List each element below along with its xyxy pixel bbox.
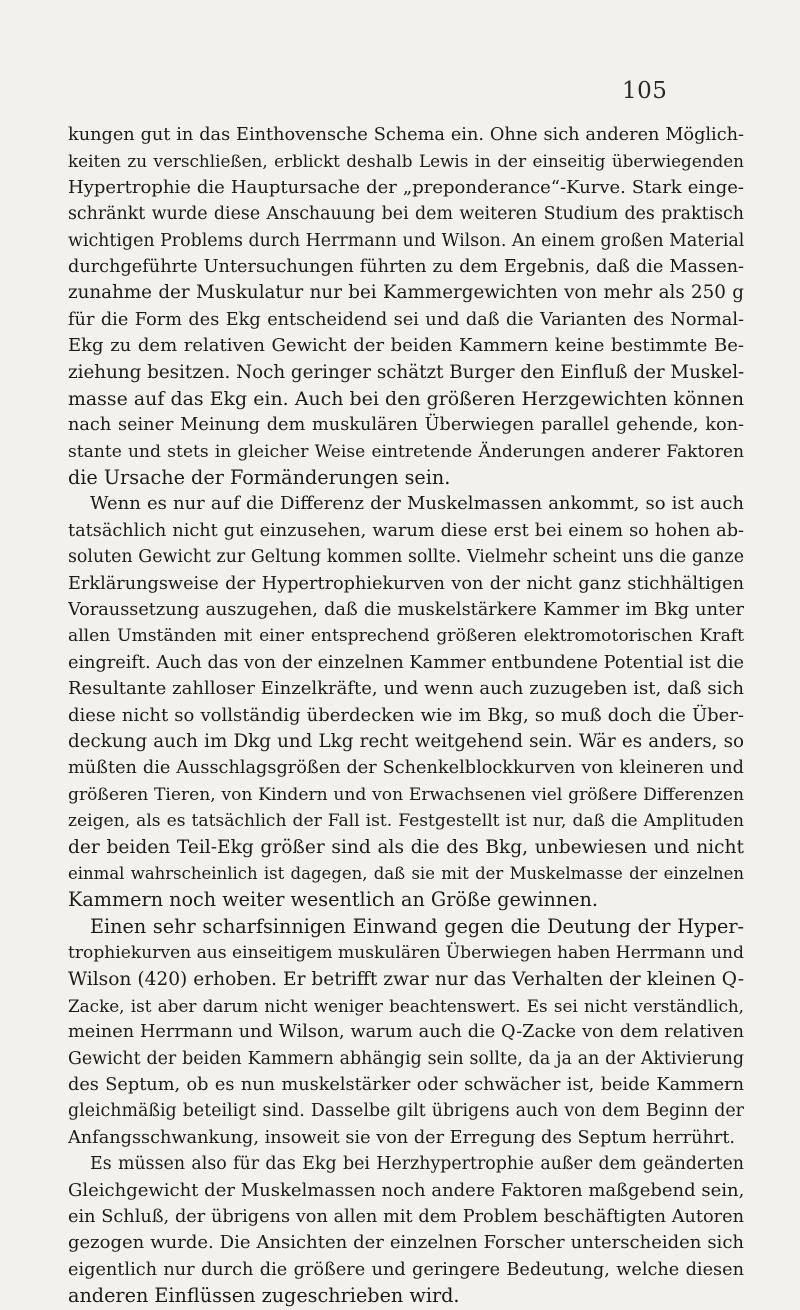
text-line: ziehung besitzen. Noch geringer schätzt Burger den Einfluß der Muskel- bbox=[68, 361, 744, 383]
text-line: keiten zu verschließen, erblickt deshalb Lewis in der einseitig überwiegenden bbox=[68, 151, 744, 172]
text-line: der beiden Teil-Ekg größer sind als die des Bkg, unbewiesen und nicht bbox=[68, 836, 744, 858]
text-line: nach seiner Meinung dem muskulären Überwiegen parallel gehende, kon- bbox=[68, 415, 744, 436]
text-line: Hypertrophie die Hauptursache der „preponderance“-Kurve. Stark einge- bbox=[68, 176, 744, 198]
text-line: Kammern noch weiter wesentlich an Größe gewinnen. bbox=[68, 888, 598, 912]
text-line: tatsächlich nicht gut einzusehen, warum diese erst bei einem so hohen ab- bbox=[68, 520, 744, 541]
text-line: Einen sehr scharfsinnigen Einwand gegen die Deutung der Hyper- bbox=[90, 914, 744, 938]
text-line: Ekg zu dem relativen Gewicht der beiden Kammern keine bestimmte Be- bbox=[68, 335, 744, 357]
text-line: Zacke, ist aber darum nicht weniger beachtenswert. Es sei nicht verständlich, bbox=[68, 995, 744, 1016]
body-text bbox=[68, 122, 744, 1310]
text-line: durchgeführte Untersuchungen führten zu dem Ergebnis, daß die Massen- bbox=[68, 256, 744, 277]
text-line: deckung auch im Dkg und Lkg recht weitgehend sein. Wär es anders, so bbox=[68, 730, 744, 752]
text-line: einmal wahrscheinlich ist dagegen, daß sie mit der Muskelmasse der einzelnen bbox=[68, 863, 744, 883]
text-line: eingreift. Auch das von der einzelnen Kammer entbundene Potential ist die bbox=[68, 652, 744, 673]
text-line: ein Schluß, der übrigens von allen mit dem Problem beschäftigten Autoren bbox=[68, 1207, 744, 1228]
text-line: größeren Tieren, von Kindern und von Erwachsenen viel größere Differenzen bbox=[68, 784, 744, 805]
text-line: zunahme der Muskulatur nur bei Kammergewichten von mehr als 250 g bbox=[68, 282, 744, 304]
text-line: Gleichgewicht der Muskelmassen noch andere Faktoren maßgebend sein, bbox=[68, 1179, 744, 1201]
text-line: für die Form des Ekg entscheidend sei und daß die Varianten des Normal- bbox=[68, 309, 744, 330]
text-line: wichtigen Problems durch Herrmann und Wilson. An einem großen Material bbox=[68, 230, 744, 251]
text-line: allen Umständen mit einer entsprechend größeren elektromotorischen Kraft bbox=[68, 626, 744, 647]
text-line: kungen gut in das Einthovensche Schema ein. Ohne sich anderen Möglich- bbox=[68, 125, 744, 145]
text-line: meinen Herrmann und Wilson, warum auch die Q-Zacke von dem relativen bbox=[68, 1022, 744, 1043]
text-line: Wenn es nur auf die Differenz der Muskelmassen ankommt, so ist auch bbox=[90, 493, 744, 515]
text-line: Wilson (420) erhoben. Er betrifft zwar nur das Verhalten der kleinen Q- bbox=[68, 968, 744, 990]
text-line: zeigen, als es tatsächlich der Fall ist. Festgestellt ist nur, daß die Amplituden bbox=[68, 811, 744, 832]
text-line: Es müssen also für das Ekg bei Herzhypertrophie außer dem geänderten bbox=[90, 1154, 744, 1175]
text-line: gleichmäßig beteiligt sind. Dasselbe gilt übrigens auch von dem Beginn der bbox=[68, 1101, 744, 1122]
text-line: anderen Einflüssen zugeschrieben wird. bbox=[68, 1284, 460, 1308]
text-line: Resultante zahlloser Einzelkräfte, und wenn auch zuzugeben ist, daß sich bbox=[68, 678, 744, 700]
text-line: Voraussetzung auszugehen, daß die muskelstärkere Kammer im Bkg unter bbox=[68, 600, 744, 621]
text-line: des Septum, ob es nun muskelstärker oder schwächer ist, beide Kammern bbox=[68, 1075, 744, 1096]
text-line: trophiekurven aus einseitigem muskulären Überwiegen haben Herrmann und bbox=[68, 943, 744, 964]
text-line: gezogen wurde. Die Ansichten der einzelnen Forscher unterscheiden sich bbox=[68, 1232, 744, 1254]
text-line: die Ursache der Formänderungen sein. bbox=[68, 466, 451, 490]
text-line: müßten die Ausschlagsgrößen der Schenkelblockkurven von kleineren und bbox=[68, 758, 744, 779]
text-line: Erklärungsweise der Hypertrophiekurven von der nicht ganz stichhältigen bbox=[68, 573, 744, 594]
text-line: Anfangsschwankung, insoweit sie von der Erregung des Septum herrührt. bbox=[68, 1127, 736, 1148]
page-number: 105 bbox=[622, 78, 668, 104]
text-line: diese nicht so vollständig überdecken wie im Bkg, so muß doch die Über- bbox=[68, 704, 744, 726]
text-line: soluten Gewicht zur Geltung kommen sollte. Vielmehr scheint uns die ganze bbox=[68, 547, 744, 568]
text-line: Gewicht der beiden Kammern abhängig sein sollte, da ja an der Aktivierung bbox=[68, 1048, 744, 1069]
text-line: eigentlich nur durch die größere und geringere Bedeutung, welche diesen bbox=[68, 1259, 744, 1280]
text-line: schränkt wurde diese Anschauung bei dem weiteren Studium des praktisch bbox=[68, 204, 744, 225]
text-line: masse auf das Ekg ein. Auch bei den größeren Herzgewichten können bbox=[68, 387, 744, 410]
text-line: stante und stets in gleicher Weise eintretende Änderungen anderer Faktoren bbox=[68, 441, 744, 462]
